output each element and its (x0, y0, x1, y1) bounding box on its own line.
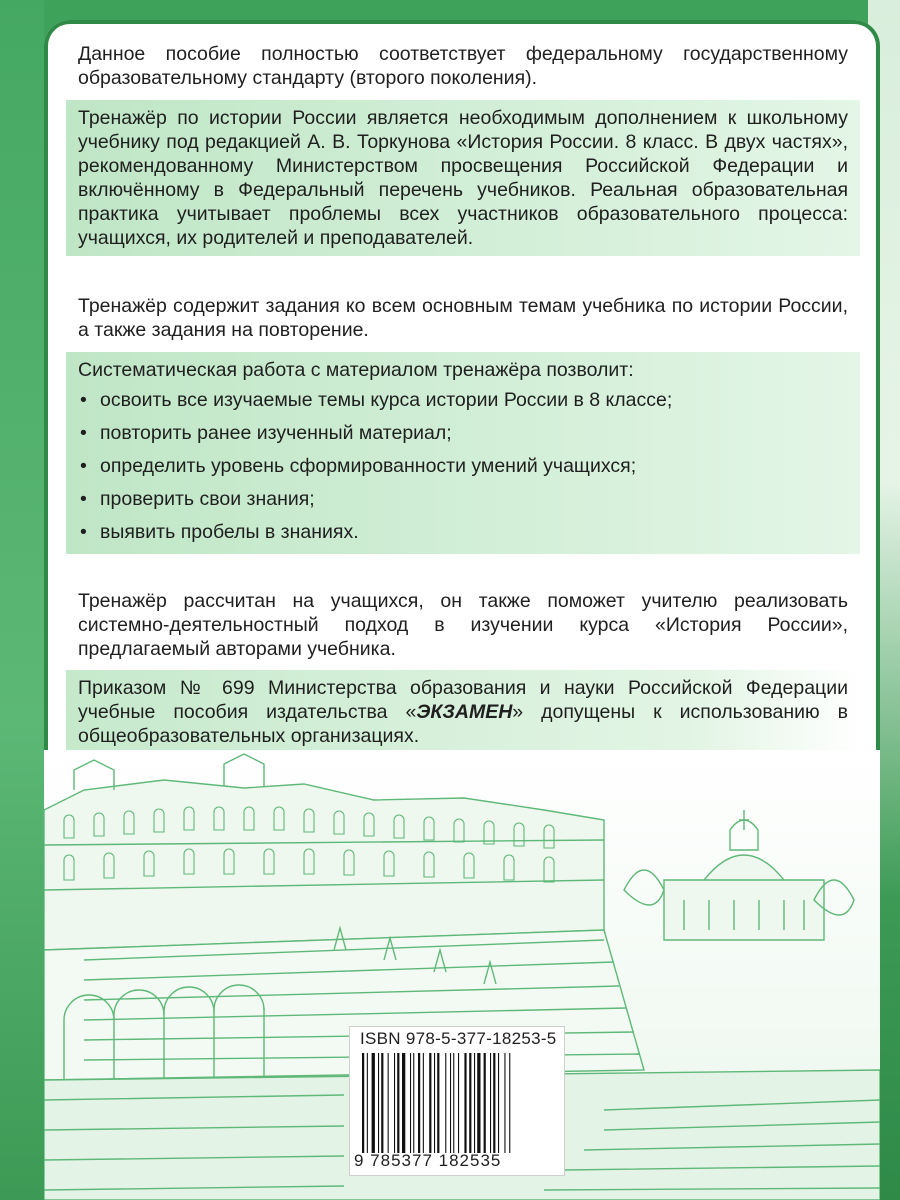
list-item: • освоить все изучаемые темы курса истории России в 8 классе; (78, 388, 848, 412)
paragraph-contents: Тренажёр содержит задания ко всем основным темам учебника по истории России, а также задания на повторение. (78, 295, 848, 341)
barcode-icon (360, 1053, 554, 1153)
barcode-digits: 9 785377 182535 (354, 1151, 502, 1170)
list-item: • проверить свои знания; (78, 487, 848, 511)
publisher-name: ЭКЗАМЕН (416, 701, 513, 723)
back-cover-panel (44, 20, 880, 1200)
left-decorative-border (0, 0, 44, 1200)
benefits-list (78, 388, 848, 544)
list-item: • определить уровень сформированности умений учащихся; (78, 454, 848, 478)
order-text-end: » допущены к использованию в общеобразовательных организациях. (78, 701, 848, 747)
paragraph-audience: Тренажёр рассчитан на учащихся, он также поможет учителю реализовать системно-деятельностный подход в изучении курса «История России», предлагаемый авторами учебника. (78, 590, 848, 660)
benefits-block (66, 352, 860, 554)
paragraph-description: Тренажёр по истории России является необходимым дополнением к школьному учебнику под редакцией А. В. Торкунова «История России. 8 класс. В двух частях», рекомендованному Министерством просвещения Российской Федерации и включённому в Федеральный перечень учебников. Реальная образовательная практика учитывает проблемы всех участников образовательного процесса: учащихся, их родителей и преподавателей. (66, 100, 860, 256)
benefits-intro: Систематическая работа с материалом тренажёра позволит: (78, 359, 634, 381)
paragraph-standard: Данное пособие полностью соответствует федеральному государственному образовательному стандарту (второго поколения). (78, 43, 848, 89)
isbn-number: ISBN 978-5-377-18253-5 (360, 1029, 557, 1048)
isbn-barcode-block (349, 1026, 565, 1176)
order-text-start: Приказом № 699 Министерства образования и науки Российской Федерации учебные пособия издательства « (78, 677, 848, 723)
list-item: • повторить ранее изученный материал; (78, 421, 848, 445)
list-item: • выявить пробелы в знаниях. (78, 520, 848, 544)
paragraph-order (66, 670, 860, 754)
